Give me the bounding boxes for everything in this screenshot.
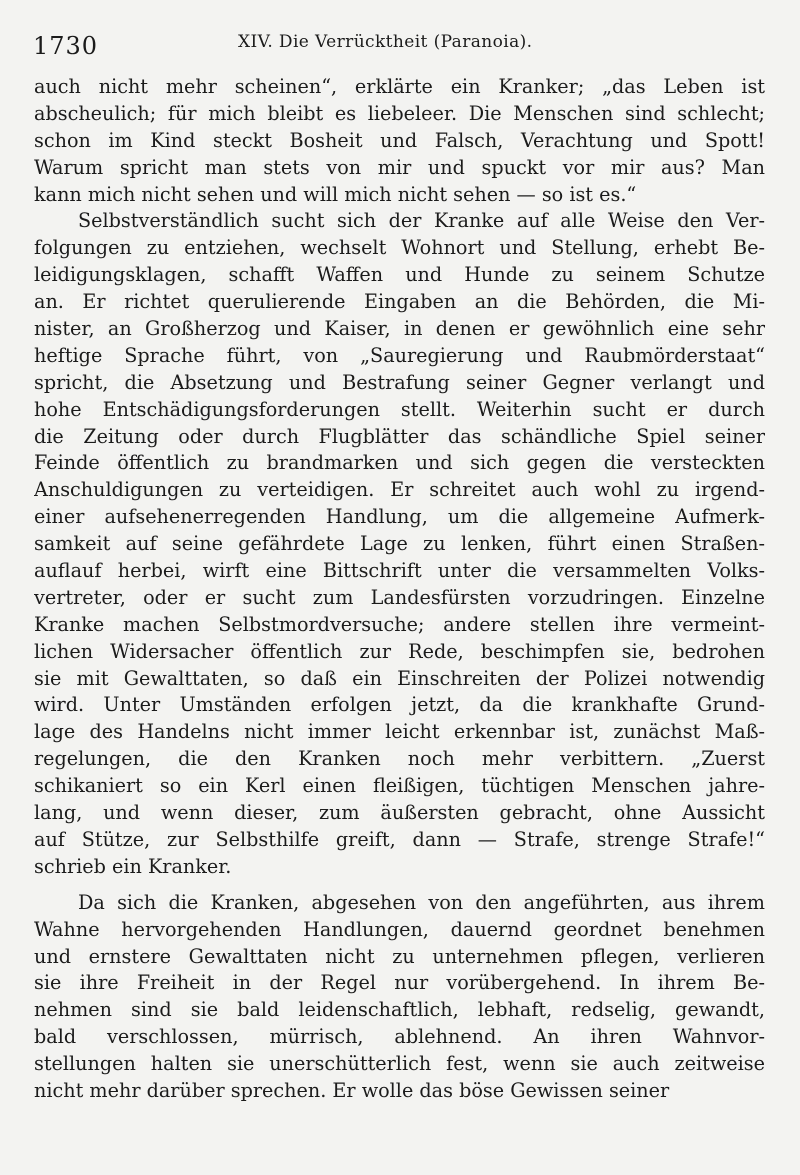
page-header <box>33 30 760 60</box>
text-line: an. Er richtet querulierende Eingaben an die Behörden, die Mi- <box>34 290 765 314</box>
text-line: Da sich die Kranken, abgesehen von den angeführten, aus ihrem <box>78 890 765 914</box>
text-line: schon im Kind steckt Bosheit und Falsch, Verachtung und Spott! <box>34 128 765 152</box>
text-line: folgungen zu entziehen, wechselt Wohnort und Stellung, erhebt Be- <box>34 236 765 260</box>
text-line: die Zeitung oder durch Flugblätter das schändliche Spiel seiner <box>34 424 765 448</box>
text-line: Feinde öffentlich zu brandmarken und sich gegen die versteckten <box>34 451 765 475</box>
text-line: leidigungsklagen, schafft Waffen und Hunde zu seinem Schutze <box>34 263 765 287</box>
running-title: XIV. Die Verrücktheit (Paranoia). <box>238 32 533 52</box>
paragraph <box>34 74 765 208</box>
text-line: nehmen sind sie bald leidenschaftlich, lebhaft, redselig, gewandt, <box>34 998 765 1022</box>
text-line: lang, und wenn dieser, zum äußersten gebracht, ohne Aussicht <box>34 801 765 825</box>
text-line: heftige Sprache führt, von „Sauregierung und Raubmörderstaat“ <box>34 343 765 367</box>
text-line: einer aufsehenerregenden Handlung, um die allgemeine Aufmerk- <box>34 505 765 529</box>
text-line: Wahne hervorgehenden Handlungen, dauernd geordnet benehmen <box>34 917 765 941</box>
text-line: schikaniert so ein Kerl einen fleißigen, tüchtigen Menschen jahre- <box>34 774 765 798</box>
body-text <box>34 74 765 1105</box>
text-line: samkeit auf seine gefährdete Lage zu lenken, führt einen Straßen- <box>34 532 765 556</box>
paragraph <box>34 208 765 880</box>
text-line: Warum spricht man stets von mir und spuckt vor mir aus? Man <box>34 155 765 179</box>
text-line: lichen Widersacher öffentlich zur Rede, beschimpfen sie, bedrohen <box>34 639 765 663</box>
text-line: Anschuldigungen zu verteidigen. Er schreitet auch wohl zu irgend- <box>34 478 765 502</box>
text-line: kann mich nicht sehen und will mich nicht sehen — so ist es.“ <box>34 182 637 206</box>
text-line: hohe Entschädigungsforderungen stellt. Weiterhin sucht er durch <box>34 397 765 421</box>
text-line: nicht mehr darüber sprechen. Er wolle das böse Gewissen seiner <box>34 1078 670 1102</box>
text-line: lage des Handelns nicht immer leicht erkennbar ist, zunächst Maß- <box>34 720 765 744</box>
text-line: und ernstere Gewalttaten nicht zu unternehmen pflegen, verlieren <box>34 944 765 968</box>
text-line: sie mit Gewalttaten, so daß ein Einschreiten der Polizei notwendig <box>34 666 765 690</box>
text-line: bald verschlossen, mürrisch, ablehnend. An ihren Wahnvor- <box>34 1025 765 1049</box>
text-line: abscheulich; für mich bleibt es liebeleer. Die Menschen sind schlecht; <box>34 101 765 125</box>
text-line: regelungen, die den Kranken noch mehr verbittern. „Zuerst <box>34 747 765 771</box>
text-line: stellungen halten sie unerschütterlich fest, wenn sie auch zeitweise <box>34 1052 765 1076</box>
text-line: vertreter, oder er sucht zum Landesfürsten vorzudringen. Einzelne <box>34 585 765 609</box>
text-line: Kranke machen Selbstmordversuche; andere stellen ihre vermeint- <box>34 612 765 636</box>
paragraph <box>34 890 765 1105</box>
text-line: nister, an Großherzog und Kaiser, in denen er gewöhnlich eine sehr <box>34 317 765 341</box>
text-line: sie ihre Freiheit in der Regel nur vorübergehend. In ihrem Be- <box>34 971 765 995</box>
text-line: auflauf herbei, wirft eine Bittschrift unter die versammelten Volks- <box>34 559 765 583</box>
text-line: wird. Unter Umständen erfolgen jetzt, da die krankhafte Grund- <box>34 693 765 717</box>
text-line: schrieb ein Kranker. <box>34 854 232 878</box>
text-line: spricht, die Absetzung und Bestrafung seiner Gegner verlangt und <box>34 370 765 394</box>
text-line: Selbstverständlich sucht sich der Kranke auf alle Weise den Ver- <box>78 209 765 233</box>
text-line: auf Stütze, zur Selbsthilfe greift, dann — Strafe, strenge Strafe!“ <box>34 827 765 851</box>
page-number: 1730 <box>33 32 99 60</box>
text-line: auch nicht mehr scheinen“, erklärte ein Kranker; „das Leben ist <box>34 75 765 98</box>
